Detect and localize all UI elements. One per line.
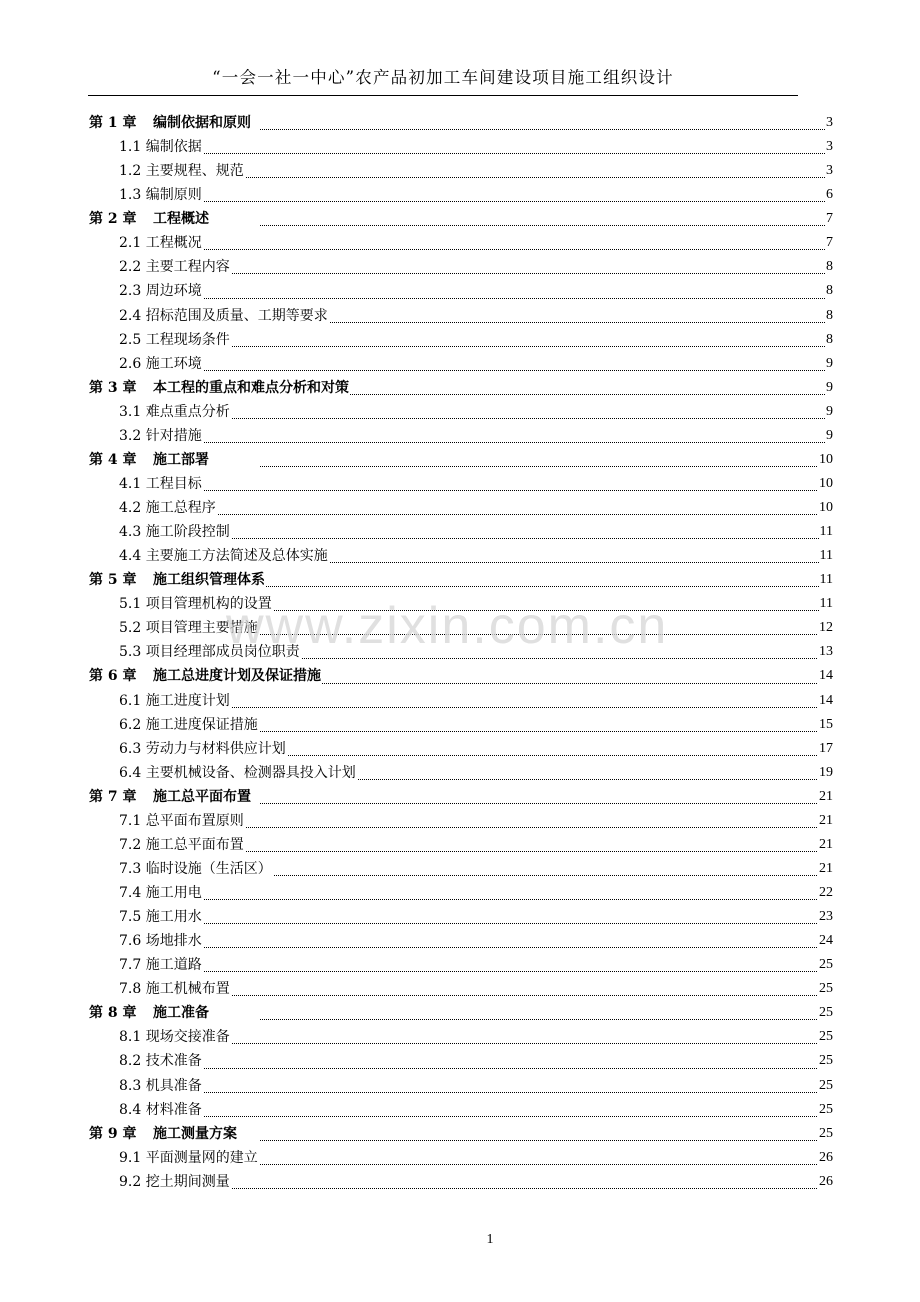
toc-chapter-title: 施工测量方案 (153, 1125, 237, 1142)
toc-page-number: 7 (825, 207, 833, 231)
toc-section-title: 8.1 现场交接准备 (119, 1025, 231, 1049)
dot-leader (260, 1019, 833, 1020)
toc-chapter-text (89, 1001, 210, 1025)
toc-page-number: 7 (825, 231, 833, 255)
dot-leader (150, 298, 833, 299)
toc-section-entry[interactable] (0, 857, 920, 881)
watermark: www.zixin.com.cn (226, 597, 669, 655)
dot-leader (150, 1092, 833, 1093)
toc-chapter-entry[interactable] (0, 785, 920, 809)
toc-section-title: 4.3 施工阶段控制 (119, 520, 231, 544)
toc-page-number: 25 (818, 953, 833, 977)
toc-page-number: 9 (825, 376, 833, 400)
toc-section-entry[interactable] (0, 1049, 920, 1073)
toc-section-title: 4.2 施工总程序 (119, 496, 217, 520)
dot-leader (260, 1140, 833, 1141)
toc-section-entry[interactable] (0, 1170, 920, 1194)
toc-page-number: 11 (819, 568, 833, 592)
toc-page-number: 10 (818, 472, 833, 496)
dot-leader (150, 490, 833, 491)
toc-chapter-text (89, 568, 266, 592)
toc-section-title: 7.2 施工总平面布置 (119, 833, 245, 857)
dot-leader (150, 1188, 833, 1189)
header-divider (88, 95, 798, 96)
dot-leader (260, 683, 833, 684)
toc-page-number: 25 (818, 1098, 833, 1122)
dot-leader (260, 803, 833, 804)
toc-chapter-text (89, 785, 252, 809)
toc-section-entry[interactable] (0, 1146, 920, 1170)
toc-section-entry[interactable] (0, 304, 920, 328)
toc-page-number: 9 (825, 424, 833, 448)
dot-leader (150, 827, 833, 828)
toc-page-number: 3 (825, 159, 833, 183)
toc-chapter-number: 第 2 章 (89, 211, 137, 228)
toc-chapter-text (89, 111, 252, 135)
toc-section-title: 7.7 施工道路 (119, 953, 203, 977)
toc-page-number: 9 (825, 352, 833, 376)
toc-chapter-title: 施工组织管理体系 (153, 572, 265, 589)
toc-chapter-entry[interactable] (0, 568, 920, 592)
dot-leader (150, 947, 833, 948)
toc-chapter-number: 第 5 章 (89, 572, 137, 589)
toc-section-entry[interactable] (0, 1098, 920, 1122)
toc-page-number: 26 (818, 1170, 833, 1194)
toc-section-title: 3.2 针对措施 (119, 424, 203, 448)
toc-section-title: 4.1 工程目标 (119, 472, 203, 496)
dot-leader (150, 538, 833, 539)
dot-leader (150, 1068, 833, 1069)
toc-page-number: 22 (818, 881, 833, 905)
toc-section-entry[interactable] (0, 905, 920, 929)
toc-section-entry[interactable] (0, 1074, 920, 1098)
toc-section-title: 1.1 编制依据 (119, 135, 203, 159)
toc-section-entry[interactable] (0, 929, 920, 953)
toc-section-entry[interactable] (0, 977, 920, 1001)
toc-chapter-number: 第 1 章 (89, 115, 137, 131)
toc-chapter-number: 第 3 章 (89, 379, 137, 396)
toc-page-number: 3 (825, 111, 833, 135)
toc-section-entry[interactable] (0, 183, 920, 207)
toc-section-title: 7.6 场地排水 (119, 929, 203, 953)
toc-section-title: 5.2 项目管理主要措施 (119, 616, 259, 640)
toc-chapter-number: 第 9 章 (89, 1125, 137, 1142)
dot-leader (150, 153, 833, 154)
toc-chapter-number: 第 6 章 (89, 668, 137, 685)
toc-section-entry[interactable] (0, 400, 920, 424)
toc-page-number: 9 (825, 400, 833, 424)
toc-page-number: 19 (818, 761, 833, 785)
dot-leader (150, 1116, 833, 1117)
dot-leader (150, 442, 833, 443)
dot-leader (150, 514, 833, 515)
toc-section-title: 7.3 临时设施（生活区） (119, 857, 273, 881)
toc-chapter-entry[interactable] (0, 664, 920, 688)
toc-page-number: 24 (818, 929, 833, 953)
toc-section-title: 8.4 材料准备 (119, 1098, 203, 1122)
toc-chapter-entry[interactable] (0, 448, 920, 472)
toc-section-title: 9.1 平面测量网的建立 (119, 1146, 259, 1170)
dot-leader (150, 851, 833, 852)
toc-section-title: 1.2 主要规程、规范 (119, 159, 245, 183)
toc-section-entry[interactable] (0, 231, 920, 255)
toc-page-number: 25 (818, 1025, 833, 1049)
toc-section-title: 2.5 工程现场条件 (119, 328, 231, 352)
toc-page-number: 21 (818, 857, 833, 881)
dot-leader (150, 201, 833, 202)
toc-section-entry[interactable] (0, 328, 920, 352)
toc-section-entry[interactable] (0, 472, 920, 496)
toc-section-entry[interactable] (0, 135, 920, 159)
dot-leader (150, 1043, 833, 1044)
document-header-title: “一会一社一中心”农产品初加工车间建设项目施工组织设计 (212, 68, 674, 87)
toc-page-number: 3 (825, 135, 833, 159)
toc-section-title: 9.2 挖土期间测量 (119, 1170, 231, 1194)
toc-section-title: 7.5 施工用水 (119, 905, 203, 929)
toc-section-title: 8.3 机具准备 (119, 1074, 203, 1098)
toc-chapter-entry[interactable] (0, 207, 920, 231)
toc-page-number: 25 (818, 1001, 833, 1025)
toc-chapter-title: 本工程的重点和难点分析和对策 (153, 379, 349, 396)
toc-chapter-title: 施工准备 (153, 1005, 209, 1022)
toc-page-number: 25 (818, 977, 833, 1001)
toc-page-number: 10 (818, 496, 833, 520)
dot-leader (150, 370, 833, 371)
toc-section-entry[interactable] (0, 689, 920, 713)
toc-section-entry[interactable] (0, 881, 920, 905)
toc-page-number: 26 (818, 1146, 833, 1170)
toc-section-entry[interactable] (0, 255, 920, 279)
toc-chapter-title: 施工部署 (153, 451, 209, 468)
toc-section-title: 6.4 主要机械设备、检测器具投入计划 (119, 761, 357, 785)
toc-chapter-number: 第 8 章 (89, 1005, 137, 1022)
toc-page-number: 23 (818, 905, 833, 929)
toc-section-title: 5.3 项目经理部成员岗位职责 (119, 640, 301, 664)
toc-section-entry[interactable] (0, 761, 920, 785)
toc-page-number: 6 (825, 183, 833, 207)
toc-chapter-entry[interactable] (0, 111, 920, 135)
dot-leader (150, 346, 833, 347)
toc-page-number: 21 (818, 833, 833, 857)
toc-section-entry[interactable] (0, 737, 920, 761)
page-number: 1 (486, 1232, 494, 1247)
toc-section-entry[interactable] (0, 496, 920, 520)
dot-leader (150, 707, 833, 708)
toc-section-title: 3.1 难点重点分析 (119, 400, 231, 424)
toc-page-number: 13 (818, 640, 833, 664)
toc-chapter-title: 编制依据和原则 (153, 115, 251, 131)
toc-section-title: 6.1 施工进度计划 (119, 689, 231, 713)
toc-section-entry[interactable] (0, 159, 920, 183)
toc-section-title: 2.6 施工环境 (119, 352, 203, 376)
toc-page-number: 12 (818, 616, 833, 640)
toc-section-title: 5.1 项目管理机构的设置 (119, 592, 273, 616)
toc-chapter-text (89, 448, 210, 472)
dot-leader (150, 177, 833, 178)
toc-page-number: 14 (818, 689, 833, 713)
toc-page-number: 8 (825, 304, 833, 328)
toc-page-number: 10 (818, 448, 833, 472)
toc-chapter-title: 工程概述 (153, 211, 209, 228)
toc-section-entry[interactable] (0, 279, 920, 303)
toc-section-title: 7.8 施工机械布置 (119, 977, 231, 1001)
toc-section-entry[interactable] (0, 424, 920, 448)
toc-section-title: 6.2 施工进度保证措施 (119, 713, 259, 737)
toc-chapter-title: 施工总进度计划及保证措施 (153, 668, 321, 685)
toc-section-entry[interactable] (0, 809, 920, 833)
toc-section-title: 8.2 技术准备 (119, 1049, 203, 1073)
toc-section-entry[interactable] (0, 1025, 920, 1049)
toc-section-title: 2.4 招标范围及质量、工期等要求 (119, 304, 329, 328)
toc-page-number: 25 (818, 1122, 833, 1146)
toc-chapter-entry[interactable] (0, 376, 920, 400)
toc-page-number: 21 (818, 785, 833, 809)
toc-page-number: 21 (818, 809, 833, 833)
toc-chapter-text (89, 664, 322, 688)
toc-section-title: 7.4 施工用电 (119, 881, 203, 905)
toc-section-entry[interactable] (0, 352, 920, 376)
toc-section-title: 7.1 总平面布置原则 (119, 809, 245, 833)
toc-chapter-text (89, 376, 350, 400)
toc-page-number: 14 (818, 664, 833, 688)
dot-leader (260, 129, 833, 130)
toc-page-number: 25 (818, 1049, 833, 1073)
toc-chapter-text (89, 207, 210, 231)
dot-leader (150, 899, 833, 900)
toc-page-number: 17 (818, 737, 833, 761)
toc-chapter-number: 第 4 章 (89, 451, 137, 468)
dot-leader (150, 273, 833, 274)
toc-section-title: 1.3 编制原则 (119, 183, 203, 207)
toc-page-number: 11 (819, 592, 833, 616)
toc-section-title: 6.3 劳动力与材料供应计划 (119, 737, 287, 761)
dot-leader (150, 923, 833, 924)
toc-chapter-text (89, 1122, 238, 1146)
toc-page-number: 8 (825, 279, 833, 303)
dot-leader (150, 995, 833, 996)
toc-section-title: 2.3 周边环境 (119, 279, 203, 303)
toc-section-entry[interactable] (0, 833, 920, 857)
toc-section-entry[interactable] (0, 713, 920, 737)
toc-page-number: 25 (818, 1074, 833, 1098)
toc-chapter-entry[interactable] (0, 1122, 920, 1146)
toc-page-number: 8 (825, 328, 833, 352)
dot-leader (260, 225, 833, 226)
toc-section-entry[interactable] (0, 953, 920, 977)
dot-leader (260, 466, 833, 467)
toc-section-title: 2.1 工程概况 (119, 231, 203, 255)
toc-section-title: 4.4 主要施工方法简述及总体实施 (119, 544, 329, 568)
toc-section-title: 2.2 主要工程内容 (119, 255, 231, 279)
toc-page-number: 11 (819, 520, 833, 544)
toc-chapter-entry[interactable] (0, 1001, 920, 1025)
dot-leader (150, 249, 833, 250)
dot-leader (150, 418, 833, 419)
toc-chapter-number: 第 7 章 (89, 788, 137, 805)
toc-chapter-title: 施工总平面布置 (153, 788, 251, 805)
toc-section-entry[interactable] (0, 544, 920, 568)
toc-page-number: 8 (825, 255, 833, 279)
toc-page-number: 11 (819, 544, 833, 568)
toc-page-number: 15 (818, 713, 833, 737)
dot-leader (260, 586, 833, 587)
dot-leader (150, 971, 833, 972)
toc-section-entry[interactable] (0, 520, 920, 544)
